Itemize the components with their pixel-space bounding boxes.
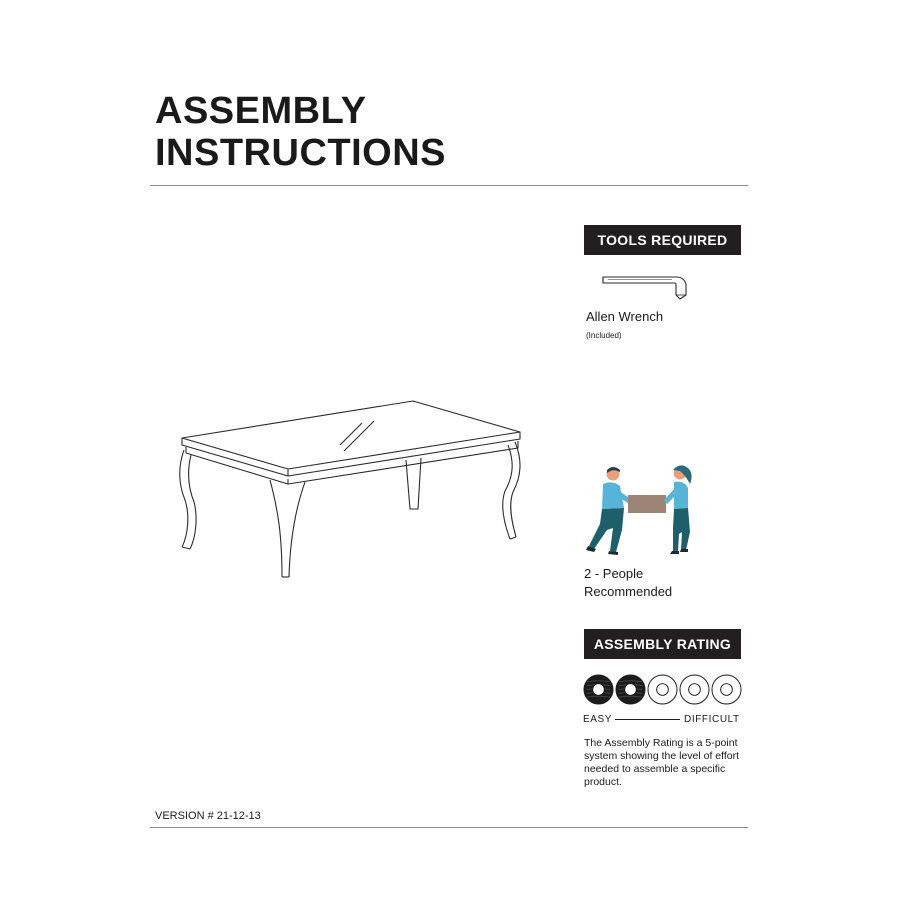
footer-divider (150, 827, 748, 828)
assembly-rating-heading: ASSEMBLY RATING (584, 629, 741, 659)
rating-description: The Assembly Rating is a 5-point system showing the level of effort needed to assemble a specific product. (584, 737, 740, 788)
rating-dot-empty (711, 674, 742, 705)
assembly-rating-scale (583, 674, 742, 705)
rating-dot-filled (615, 674, 646, 705)
rating-easy-label: EASY (583, 714, 613, 725)
version-number: VERSION # 21-12-13 (155, 810, 261, 822)
coffee-table-illustration (170, 395, 530, 585)
rating-dot-empty (679, 674, 710, 705)
title-line-2: INSTRUCTIONS (155, 132, 446, 174)
people-recommended-label: Recommended (584, 584, 673, 599)
title-line-1: ASSEMBLY (155, 90, 367, 132)
tool-name-allen-wrench: Allen Wrench (586, 309, 664, 324)
rating-difficult-label: DIFFICULT (684, 714, 740, 725)
page-title (155, 90, 446, 174)
two-people-carrying-icon (580, 462, 710, 562)
tool-note: (Included) (586, 331, 622, 340)
rating-scale-line (615, 719, 680, 720)
tools-required-heading: TOOLS REQUIRED (584, 225, 741, 255)
header-divider (150, 185, 748, 186)
people-count: 2 - People (584, 566, 644, 581)
rating-dot-empty (647, 674, 678, 705)
people-recommendation (584, 565, 672, 601)
allen-wrench-icon (600, 270, 700, 304)
rating-dot-filled (583, 674, 614, 705)
